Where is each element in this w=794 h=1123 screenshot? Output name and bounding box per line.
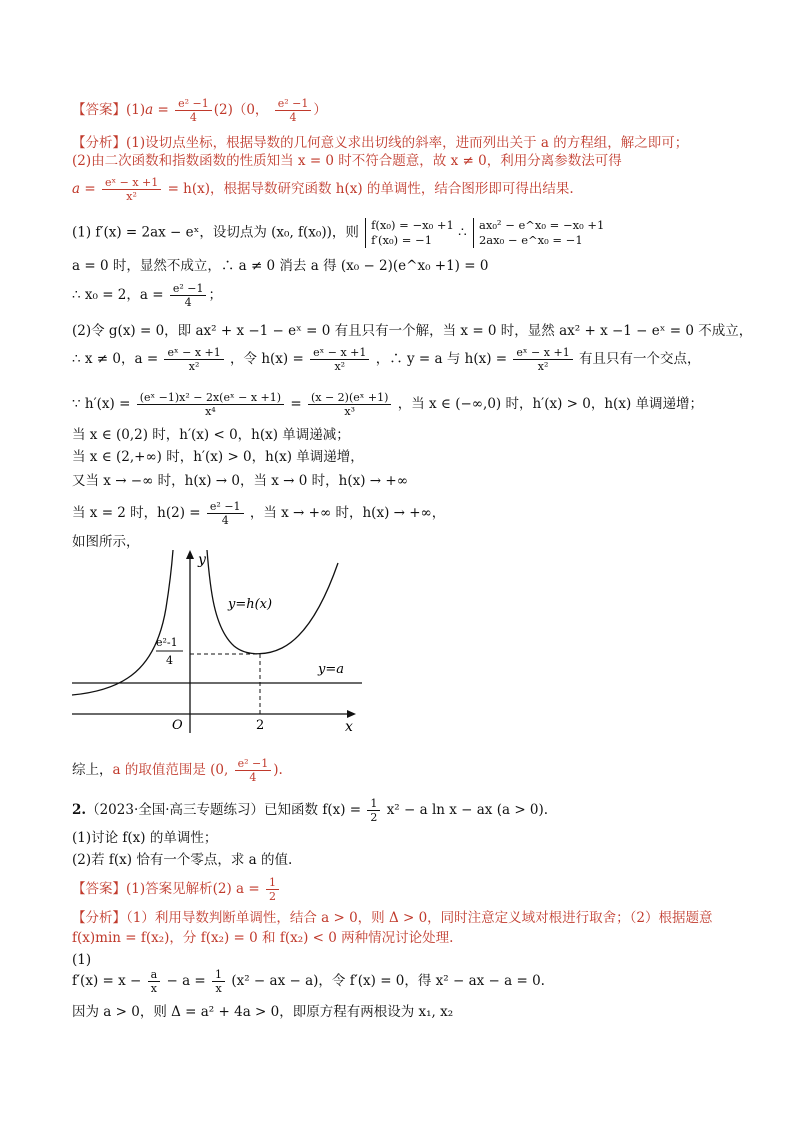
y-tick-numerator: e²-1: [156, 636, 178, 649]
q1-solution-line-8: 当 x ∈ (2,+∞) 时，h′(x) > 0，h(x) 单调递增，: [72, 449, 364, 465]
fraction: $\frac{\text{e² −1}}{4}$: [175, 97, 212, 124]
q1-conclusion: 综上，a 的取值范围是 (0, $\frac{\text{e² −1}}{4}$ ).: [72, 757, 283, 784]
q2-analysis-line-2: f(x)min = f(x₂)，分 f(x₂) = 0 和 f(x₂) < 0 两种情况讨论处理.: [72, 930, 454, 946]
y-axis-arrow: [186, 550, 194, 559]
function-graph: [66, 548, 366, 738]
q1-solution-line-1: (1) f′(x) = 2ax − eˣ，设切点为 (x₀, f(x₀))，则 f(x₀) = −x₀ +1 f′(x₀) = −1 ∴ ax₀² − e^x₀ = −x₀ +1 2ax₀ − e^x₀ = −1: [72, 218, 605, 247]
q2-part-2: (2)若 f(x) 恰有一个零点，求 a 的值.: [72, 852, 293, 868]
line-label: y=a: [318, 662, 344, 677]
q1-solution-line-2: a = 0 时，显然不成立，∴ a ≠ 0 消去 a 得 (x₀ − 2)(e^x₀ +1) = 0: [72, 258, 489, 274]
q1-solution-line-4: (2)令 g(x) = 0，即 ax² + x −1 − eˣ = 0 有且只有一个解，当 x = 0 时，显然 ax² + x −1 − eˣ = 0 不成立，: [72, 323, 753, 339]
q2-part-1: (1)讨论 f(x) 的单调性；: [72, 830, 218, 846]
fraction: $\frac{\text{e² −1}}{4}$: [275, 97, 312, 124]
fraction: $\frac{\text{eˣ − x +1}}{\text{x²}}$: [102, 176, 161, 203]
fraction: $\frac{\text{(x − 2)(eˣ +1)}}{\text{x³}}$: [308, 391, 391, 418]
answer-label: 【答案】: [72, 102, 126, 118]
fraction: $\frac{\text{(eˣ −1)x² − 2x(eˣ − x +1)}}{\text{x⁴}}$: [137, 391, 284, 418]
q2-solution-label: (1): [72, 952, 92, 968]
q2-answer: 【答案】(1)答案见解析(2) a = $\frac{1}{2}$: [72, 876, 281, 903]
q2-title: 2.（2023·全国·高三专题练习）已知函数 f(x) = $\frac{1}{2}$ x² − a ln x − ax (a > 0).: [72, 797, 549, 824]
equation-system: ax₀² − e^x₀ = −x₀ +1 2ax₀ − e^x₀ = −1: [473, 218, 604, 248]
q1-solution-line-7: 当 x ∈ (0,2) 时，h′(x) < 0，h(x) 单调递减；: [72, 427, 350, 443]
q1-analysis-line-3: a = $\frac{\text{eˣ − x +1}}{\text{x²}}$ = h(x)，根据导数研究函数 h(x) 的单调性，结合图形即可得出结果.: [72, 176, 574, 203]
q1-solution-line-10: 当 x = 2 时，h(2) = $\frac{\text{e² −1}}{4}$ ，当 x → +∞ 时，h(x) → +∞，: [72, 500, 446, 527]
q1-answer-line: 【答案】(1)a = $\frac{\text{e² −1}}{4}$ (2)（0， $\frac{\text{e² −1}}{4}$ ）: [72, 97, 327, 124]
fraction: $\frac{\text{eˣ − x +1}}{\text{x²}}$: [164, 346, 223, 373]
q1-solution-line-3: ∴ x₀ = 2，a = $\frac{\text{e² −1}}{4}$ ；: [72, 282, 222, 309]
fraction: $\frac{\text{eˣ − x +1}}{\text{x²}}$: [310, 346, 369, 373]
origin-label: O: [172, 718, 183, 733]
x-axis-arrow: [347, 710, 356, 718]
x-axis-label: x: [345, 719, 353, 735]
fraction: $\frac{\text{e² −1}}{4}$: [207, 500, 244, 527]
fraction: $\frac{a}{x}$: [148, 968, 161, 995]
q2-solution-line-2: 因为 a > 0，则 Δ = a² + 4a > 0，即原方程有两根设为 x₁, x₂: [72, 1004, 454, 1020]
q1-analysis-line-1: 【分析】(1)设切点坐标，根据导数的几何意义求出切线的斜率，进而列出关于 a 的方程组，解之即可；: [72, 135, 689, 151]
curve-right-branch: [207, 550, 338, 654]
q1-analysis-line-2: (2)由二次函数和指数函数的性质知当 x = 0 时不符合题意，故 x ≠ 0，利用分离参数法可得: [72, 153, 622, 169]
q1-solution-line-6: ∵ h′(x) = $\frac{\text{(eˣ −1)x² − 2x(eˣ − x +1)}}{\text{x⁴}}$ = $\frac{\text{(x − 2)(eˣ +1)}}{\text{x³}}$ ，当 x ∈ (−∞,0) 时，h′(x) > 0，h(x) 单调递增；: [72, 391, 704, 418]
fraction: $\frac{1}{2}$: [266, 876, 279, 903]
curve-left-branch: [72, 550, 173, 695]
curve-label: y=h(x): [228, 597, 273, 612]
q1-solution-line-9: 又当 x → −∞ 时，h(x) → 0，当 x → 0 时，h(x) → +∞: [72, 473, 408, 489]
fraction: $\frac{1}{2}$: [367, 797, 380, 824]
q1-solution-line-11: 如图所示，: [72, 534, 140, 550]
x-tick-label: 2: [256, 718, 265, 733]
q2-solution-line-1: f′(x) = x − $\frac{a}{x}$ − a = $\frac{1}{x}$ (x² − ax − a)，令 f′(x) = 0，得 x² − ax − a = 0.: [72, 968, 545, 995]
fraction: $\frac{\text{e² −1}}{4}$: [170, 282, 207, 309]
q2-analysis-line-1: 【分析】（1）利用导数判断单调性，结合 a > 0，则 Δ > 0，同时注意定义域对根进行取舍；（2）根据题意: [72, 910, 713, 926]
q1-solution-line-5: ∴ x ≠ 0，a = $\frac{\text{eˣ − x +1}}{\text{x²}}$ ，令 h(x) = $\frac{\text{eˣ − x +1}}{\text{x²}}$ ，∴ y = a 与 h(x) = $\frac{\text{eˣ − x +1}}{\text{x²}}$ 有且只有一个交点，: [72, 346, 701, 373]
y-tick-denominator: 4: [166, 654, 173, 667]
fraction: $\frac{\text{eˣ − x +1}}{\text{x²}}$: [513, 346, 572, 373]
y-axis-label: y: [198, 552, 206, 568]
fraction: $\frac{\text{e² −1}}{4}$: [235, 757, 272, 784]
equation-system: f(x₀) = −x₀ +1 f′(x₀) = −1: [365, 218, 454, 248]
fraction: $\frac{1}{x}$: [212, 968, 225, 995]
